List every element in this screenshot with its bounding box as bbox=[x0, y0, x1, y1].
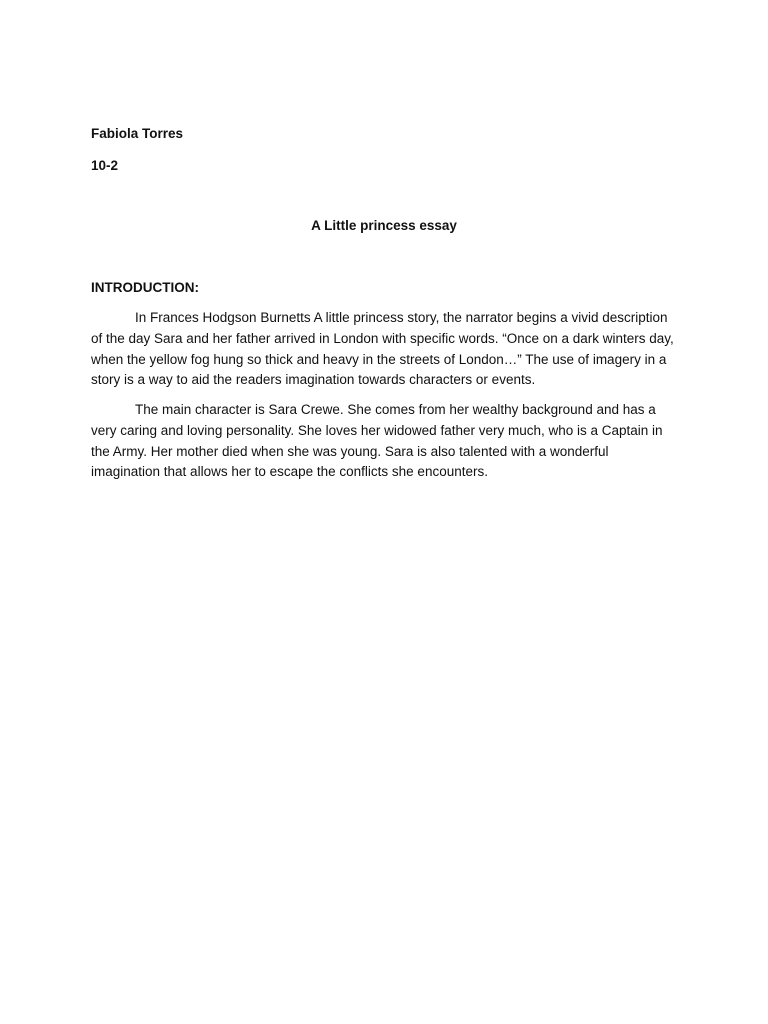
essay-title: A Little princess essay bbox=[311, 218, 457, 233]
class-id: 10-2 bbox=[91, 158, 119, 173]
section-heading: INTRODUCTION: bbox=[91, 280, 199, 295]
paragraph-introduction: In Frances Hodgson Burnetts A little princess story, the narrator begins a vivid description of the day Sara and her father arrived in London with specific words. “Once on a dark winters day, when the yellow fog hung so thick and heavy in the streets of London…” The use of imagery in a story is a way to aid the readers imagination towards characters or events. bbox=[91, 310, 674, 388]
author-name: Fabiola Torres bbox=[91, 126, 184, 141]
paragraph-main-character: The main character is Sara Crewe. She comes from her wealthy background and has a very caring and loving personality. She loves her widowed father very much, who is a Captain in the Army. Her mother died when she was young. Sara is also talented with a wonderful imagination that allows her to escape the conflicts she encounters. bbox=[91, 402, 663, 480]
